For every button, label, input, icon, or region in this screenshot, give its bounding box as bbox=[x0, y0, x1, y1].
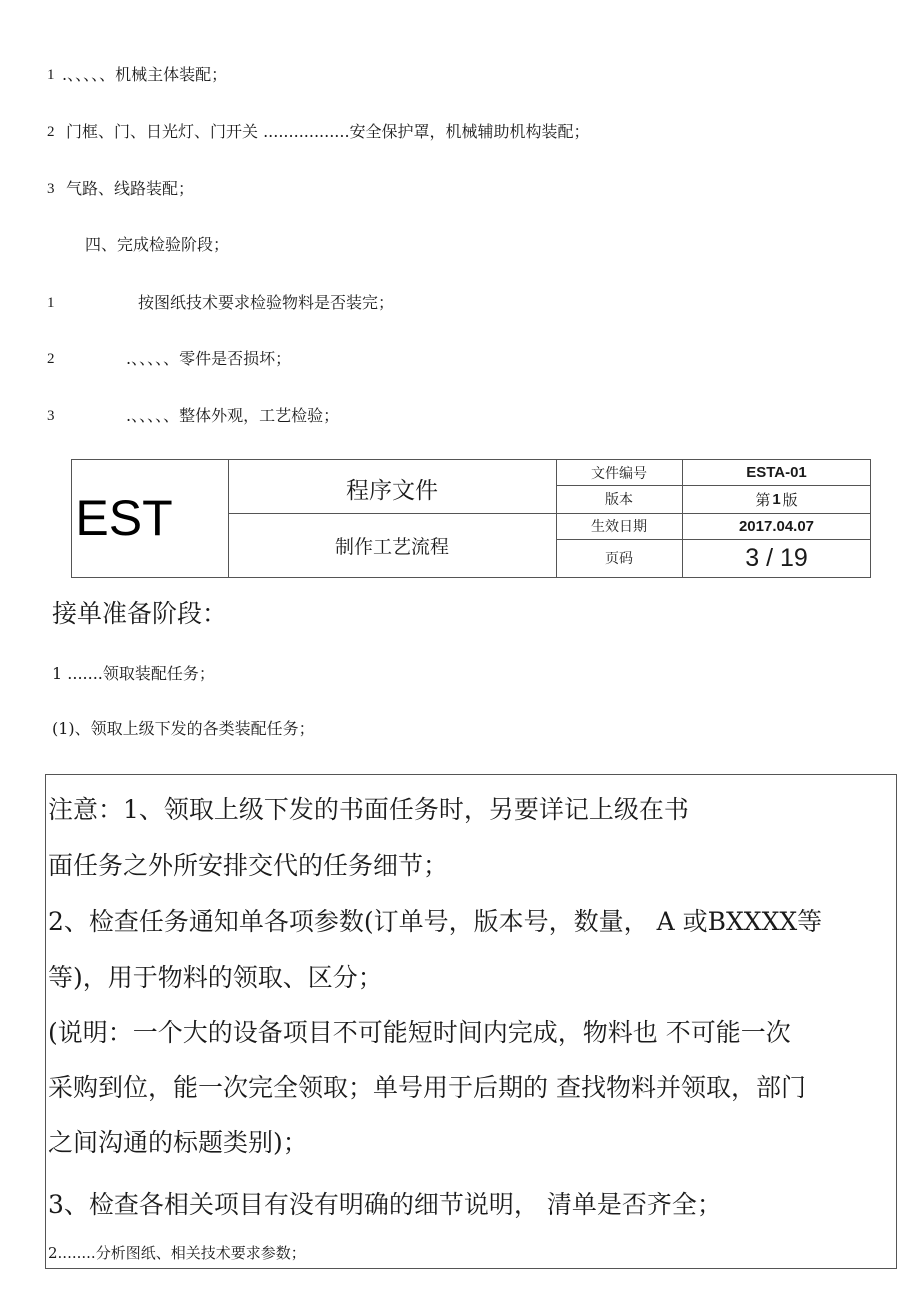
list-number: 1 bbox=[47, 67, 55, 83]
document-header-table bbox=[71, 459, 871, 578]
version-value bbox=[682, 485, 871, 513]
list-item-text: 按图纸技术要求检验物料是否装完； bbox=[138, 293, 395, 312]
effective-date-label: 生效日期 bbox=[591, 519, 647, 535]
list-item-text: 气路、线路装配； bbox=[66, 179, 195, 198]
list-item-text: .、、、、、整体外观，工艺检验； bbox=[126, 406, 340, 425]
doc-name: 制作工艺流程 bbox=[334, 535, 449, 558]
list-item-text: .、、、、、机械主体装配； bbox=[62, 65, 228, 84]
stage-line: (1)、领取上级下发的各类装配任务； bbox=[52, 719, 315, 738]
list-number: 2 bbox=[47, 351, 55, 367]
version-number: 1 bbox=[772, 490, 781, 508]
effective-date-value: 2017.04.07 bbox=[738, 517, 815, 535]
note-line: 采购到位，能一次完全领取；单号用于后期的 查找物料并领取，部门 bbox=[48, 1073, 806, 1102]
version-suffix: 版 bbox=[782, 490, 798, 509]
stage-title: 接单准备阶段： bbox=[52, 599, 228, 628]
list-number: 3 bbox=[47, 181, 55, 197]
note-line: 等)，用于物料的领取、区分； bbox=[48, 963, 383, 992]
section-title: 四、完成检验阶段； bbox=[85, 235, 230, 254]
list-number: 1 bbox=[47, 295, 55, 311]
note-line: 之间沟通的标题类别)； bbox=[48, 1128, 308, 1157]
list-item-text: .、、、、、零件是否损坏； bbox=[126, 349, 292, 368]
note-line: 面任务之外所安排交代的任务细节； bbox=[48, 851, 449, 880]
version-prefix: 第 bbox=[755, 490, 771, 509]
note-line: (说明：一个大的设备项目不可能短时间内完成，物料也 不可能一次 bbox=[48, 1018, 791, 1047]
note-footer: 2........分析图纸、相关技术要求参数； bbox=[48, 1244, 306, 1262]
doc-number-label: 文件编号 bbox=[591, 465, 647, 482]
note-line: 2、检查任务通知单各项参数(订单号，版本号，数量， A 或BXXXX等 bbox=[48, 907, 823, 936]
list-number: 3 bbox=[47, 408, 55, 424]
note-line: 注意：1、领取上级下发的书面任务时，另要详记上级在书 bbox=[48, 795, 689, 824]
doc-type: 程序文件 bbox=[346, 477, 438, 504]
list-item-text: 门框、门、日光灯、门开关 .................安全保护罩，机械辅助机构装配； bbox=[66, 122, 590, 141]
note-line: 3、检查各相关项目有没有明确的细节说明， 清单是否齐全； bbox=[48, 1190, 722, 1219]
page-number-value: 3 / 19 bbox=[745, 543, 808, 572]
page-number-label: 页码 bbox=[605, 551, 633, 567]
version-label: 版本 bbox=[605, 492, 633, 508]
note-box bbox=[45, 774, 897, 1269]
doc-number-value: ESTA-01 bbox=[746, 464, 807, 481]
list-number: 2 bbox=[47, 124, 55, 140]
company-logo: EST bbox=[75, 490, 173, 546]
stage-line: 1 .......领取装配任务； bbox=[52, 664, 215, 683]
